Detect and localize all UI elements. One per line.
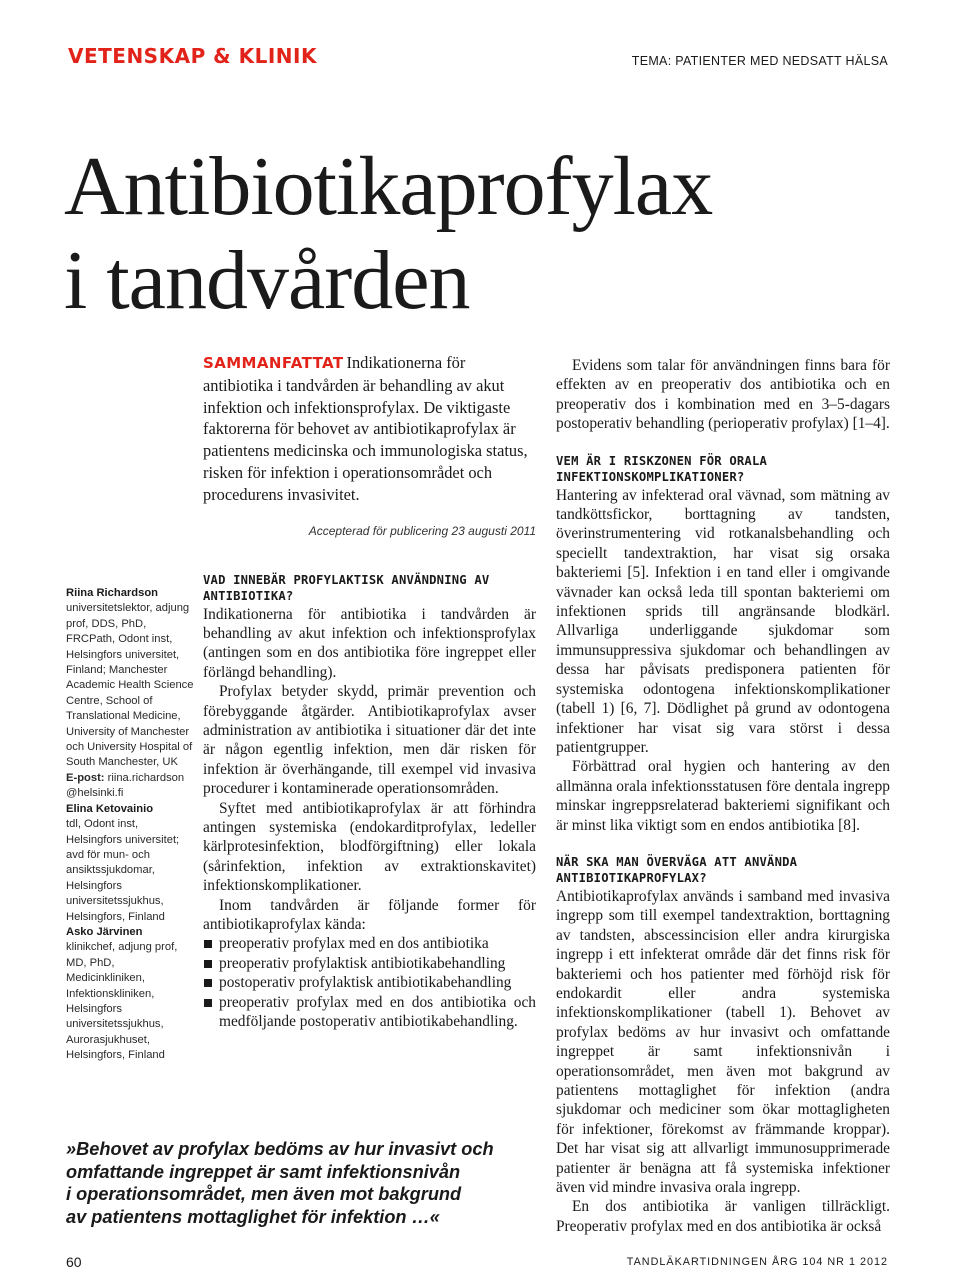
body-paragraph: Profylax betyder skydd, primär prevention och förebyggande åtgärder. Antibiotikaprofylax avser administration av antibiotika i situationer där det inte är någon egentlig infektion, men där risken för infektion är överhängande, till exempel vid invasiva procedurer i kontaminerade operationsområden. [203,683,536,798]
list-item: postoperativ profylaktisk antibiotikabehandling [203,973,536,992]
accepted-date: Accepterad för publicering 23 augusti 2011 [308,523,536,538]
section-label: VETENSKAP & KLINIK [68,44,317,68]
email-label: E-post: [66,771,105,784]
list-item: preoperativ profylax med en dos antibiotika [203,934,536,953]
body-paragraph: Antibiotikaprofylax används i samband med invasiva ingrepp som till exempel tandextraktion, borttagning av tandsten, abscessincision eller andra kirurgiska ingrepp i ett infekterat område där det finns risk för bakteriemi och hos patienter med förhöjd risk för endokardit eller andra systemiska infektionskomplikationer (tabell 1). Behovet av profylax bedöms av hur invasivt och omfattande ingreppet är samt infektionsnivån i operationsområdet, men även mot bakgrund av patientens mottaglighet för infektion (andra sjukdomar och mediciner som ökar mottagligheten för infektioner, förekomst av främmande kroppar). Det har visat sig att allvarligt immunosupprimerade patienter är benägna att få systemiska infektioner även vid mindre invasiva orala ingrepp. [556,887,890,1197]
article-title [64,140,944,328]
body-paragraph: En dos antibiotika är vanligen tillräckligt. Preoperativ profylax med en dos antibiotika är också [556,1198,890,1235]
pull-quote-line: i operationsområdet, men även mot bakgrund [66,1184,462,1204]
pull-quote-line: »Behovet av profylax bedöms av hur invasivt och [66,1139,494,1159]
section-heading: NÄR SKA MAN ÖVERVÄGA ATT ANVÄNDA ANTIBIOTIKAPROFYLAX? [556,854,798,886]
right-column [556,356,890,1236]
body-paragraph: Evidens som talar för användningen finns bara för effekten av en preoperativ dos antibiotika och en preoperativ dos i kombination med en 3–5-dagars postoperativ behandling (perioperativ profylax) [1–4]. [556,357,890,433]
author-name: Elina Ketovainio [66,802,154,815]
summary-lead: SAMMANFATTAT [203,354,344,372]
author-entry [66,586,194,802]
author-entry [66,802,194,925]
pull-quote-line: av patientens mottaglighet för infektion …« [66,1206,440,1227]
author-name: Asko Järvinen [66,925,143,938]
author-entry [66,925,194,1064]
body-paragraph: Indikationerna för antibiotika i tandvården är behandling av akut infektion och infektionsprofylax (antingen som en dos antibiotika före ingreppet eller förlängd behandling). [203,605,536,681]
author-affiliation: tdl, Odont inst, Helsingfors universitet; avd för mun- och ansiktssjukdomar, Helsingfors universitetssjukhus, Helsingfors, Finland [66,818,180,923]
summary-text: Indikationerna för antibiotika i tandvården är behandling av akut infektion och infektionsprofylax. De viktigaste faktorerna för behovet av antibiotikaprofylax är patientens medicinska och immunologiska status, risken för infektion i operationsområdet och procedurens invasivitet. [203,353,528,504]
section-heading: VEM ÄR I RISKZONEN FÖR ORALA INFEKTIONSKOMPLIKATIONER? [556,453,768,485]
author-name: Riina Richardson [66,587,159,599]
list-item: preoperativ profylax med en dos antibiotika och medföljande postoperativ antibiotikabehandling. [203,993,536,1032]
body-paragraph: Förbättrad oral hygien och hantering av den allmänna orala infektionsstatusen före dentala ingrepp minskar ingreppsrelaterad bakteriemi signifikant och är minst lika viktigt som en endos antibiotika [8]. [556,758,890,834]
theme-label: TEMA: PATIENTER MED NEDSATT HÄLSA [631,54,888,68]
title-line-2: i tandvården [64,234,470,327]
section-heading: VAD INNEBÄR PROFYLAKTISK ANVÄNDNING AV ANTIBIOTIKA? [203,572,490,604]
author-affiliation: klinikchef, adjung prof, MD, PhD, Medicinkliniken, Infektionskliniken, Helsingfors universitetssjukhus, Aurorasjukhuset, Helsingfors, Finland [66,941,178,1062]
summary [203,352,536,506]
body-paragraph: Inom tandvården är följande former för antibiotikaprofylax kända: [203,896,536,934]
list-item: preoperativ profylaktisk antibiotikabehandling [203,954,536,973]
middle-column [203,352,536,1032]
bullet-list [203,934,536,1031]
author-email[interactable]: riina.richardson @helsinki.fi [66,771,185,800]
journal-footer: TANDLÄKARTIDNINGEN ÅRG 104 NR 1 2012 [626,1256,888,1268]
body-paragraph: Syftet med antibiotikaprofylax är att förhindra antingen systemiska (endokarditprofylax, ledeller kärlprotesinfektion, blodförgiftning) eller lokala (sårinfektion, infektion av extraktionskavitet) infektionskomplikationer. [203,799,536,895]
author-list [66,586,194,1064]
author-affiliation: universitetslektor, adjung prof, DDS, PhD, FRCPath, Odont inst, Helsingfors universitet, Finland; Manchester Academic Health Science Centre, School of Translational Medicine, University of Manchester och University Hospital of South Manchester, UK [66,602,194,769]
title-line-1: Antibiotikaprofylax [64,140,713,233]
page-number: 60 [66,1254,82,1270]
body-paragraph: Hantering av infekterad oral vävnad, som mätning av tandköttsfickor, borttagning av tandsten, överinstrumentering vid rotkanalsbehandling och speciellt tandextraktion, har visat sig orsaka bakteriemi [5]. Infektion i en tand eller i omgivande vävnader kan också leda till spontan bakteriemi om infektionen sprids till angränsande blodkärl. Allvarliga underliggande sjukdomar som immunsuppressiva sjukdomar och behandlingen av dessa har påvisats predisponera patienten för systemiska odontogena infektionskomplikationer (tabell 1) [6, 7]. Dödlighet på grund av odontogena infektioner har visat sig vara störst i dessa patientgrupper. [556,486,890,756]
pull-quote-line: omfattande ingreppet är samt infektionsnivån [66,1161,461,1182]
pull-quote [66,1138,494,1228]
